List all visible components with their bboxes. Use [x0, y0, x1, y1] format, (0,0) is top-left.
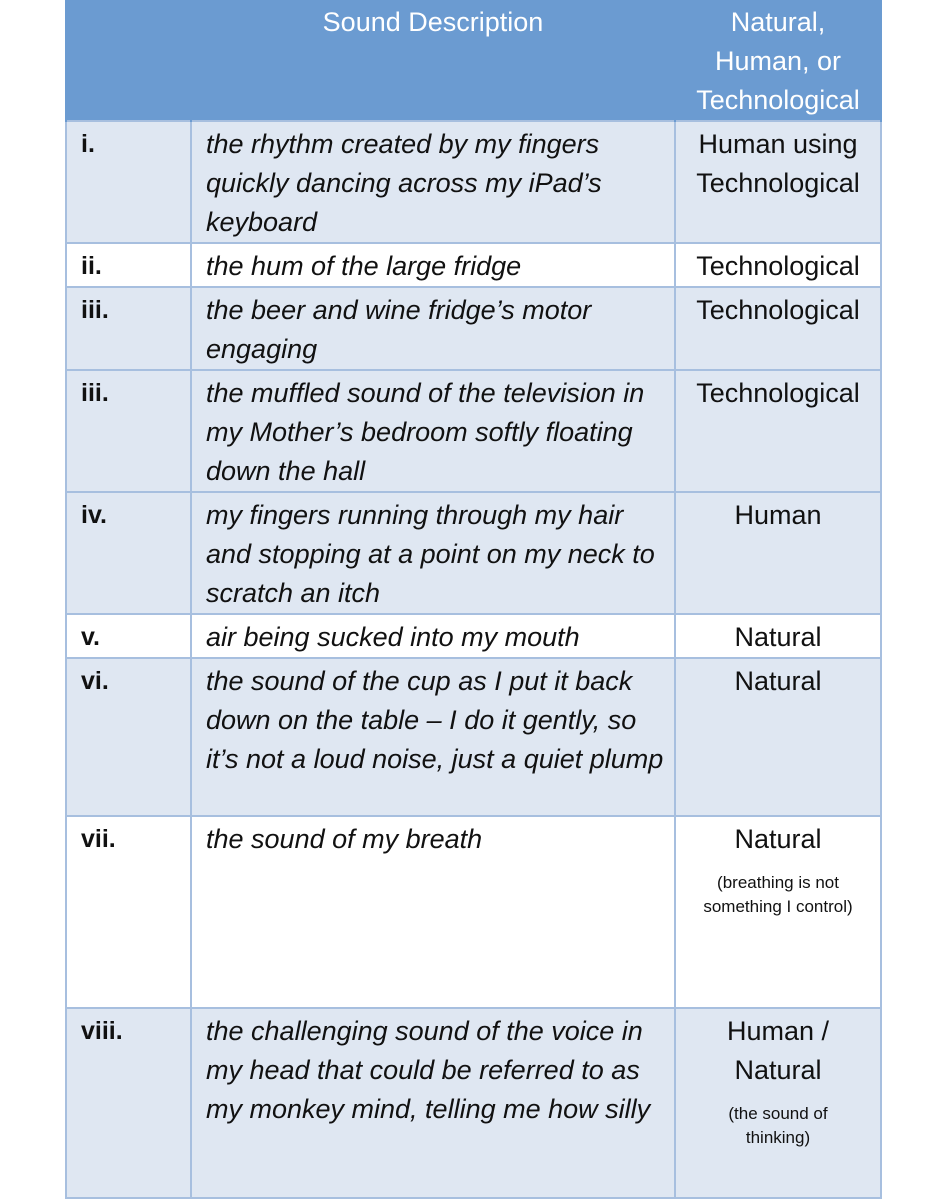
row-description: the sound of my breath — [191, 816, 675, 1008]
header-type — [675, 0, 881, 121]
row-type: Natural — [675, 658, 881, 816]
table-row — [66, 287, 881, 370]
row-description: my fingers running through my hair and stopping at a point on my neck to scratch an itch — [191, 492, 675, 614]
header-type-label: Natural, Human, or Technological — [696, 7, 860, 115]
row-type-note: (breathing is not something I control) — [703, 873, 853, 916]
row-description: the sound of the cup as I put it back down on the table – I do it gently, so it’s not a loud noise, just a quiet plump — [191, 658, 675, 816]
table-row — [66, 1008, 881, 1198]
header-row — [66, 0, 881, 121]
row-description: the hum of the large fridge — [191, 243, 675, 287]
table-row — [66, 816, 881, 1008]
row-type: Technological — [675, 287, 881, 370]
row-type — [675, 121, 881, 243]
row-number: ii. — [66, 243, 191, 287]
header-number — [66, 0, 191, 121]
table-row — [66, 121, 881, 243]
row-description: the beer and wine fridge’s motor engaging — [191, 287, 675, 370]
row-type — [675, 816, 881, 1008]
row-number: i. — [66, 121, 191, 243]
row-type — [675, 1008, 881, 1198]
row-description: the challenging sound of the voice in my head that could be referred to as my monkey mind, telling me how silly — [191, 1008, 675, 1198]
row-type-note: (the sound of thinking) — [728, 1104, 828, 1147]
row-number: iv. — [66, 492, 191, 614]
row-type: Natural — [675, 614, 881, 658]
row-number: viii. — [66, 1008, 191, 1198]
row-number: vii. — [66, 816, 191, 1008]
table-body — [66, 121, 881, 1198]
row-number: iii. — [66, 287, 191, 370]
header-description: Sound Description — [191, 0, 675, 121]
row-description: the muffled sound of the television in my Mother’s bedroom softly floating down the hall — [191, 370, 675, 492]
row-type: Human — [675, 492, 881, 614]
table-row — [66, 614, 881, 658]
table-row — [66, 243, 881, 287]
row-type-label: Human / Natural — [726, 1016, 830, 1085]
row-number: vi. — [66, 658, 191, 816]
row-description: the rhythm created by my fingers quickly dancing across my iPad’s keyboard — [191, 121, 675, 243]
row-type-label: Natural — [734, 824, 822, 854]
row-type: Technological — [675, 243, 881, 287]
row-type: Technological — [675, 370, 881, 492]
row-type-label: Human using Technological — [696, 129, 860, 198]
table-row — [66, 658, 881, 816]
row-description: air being sucked into my mouth — [191, 614, 675, 658]
table-row — [66, 370, 881, 492]
row-number: iii. — [66, 370, 191, 492]
row-number: v. — [66, 614, 191, 658]
table-header — [66, 0, 881, 121]
table-row — [66, 492, 881, 614]
sounds-table — [65, 0, 882, 1199]
